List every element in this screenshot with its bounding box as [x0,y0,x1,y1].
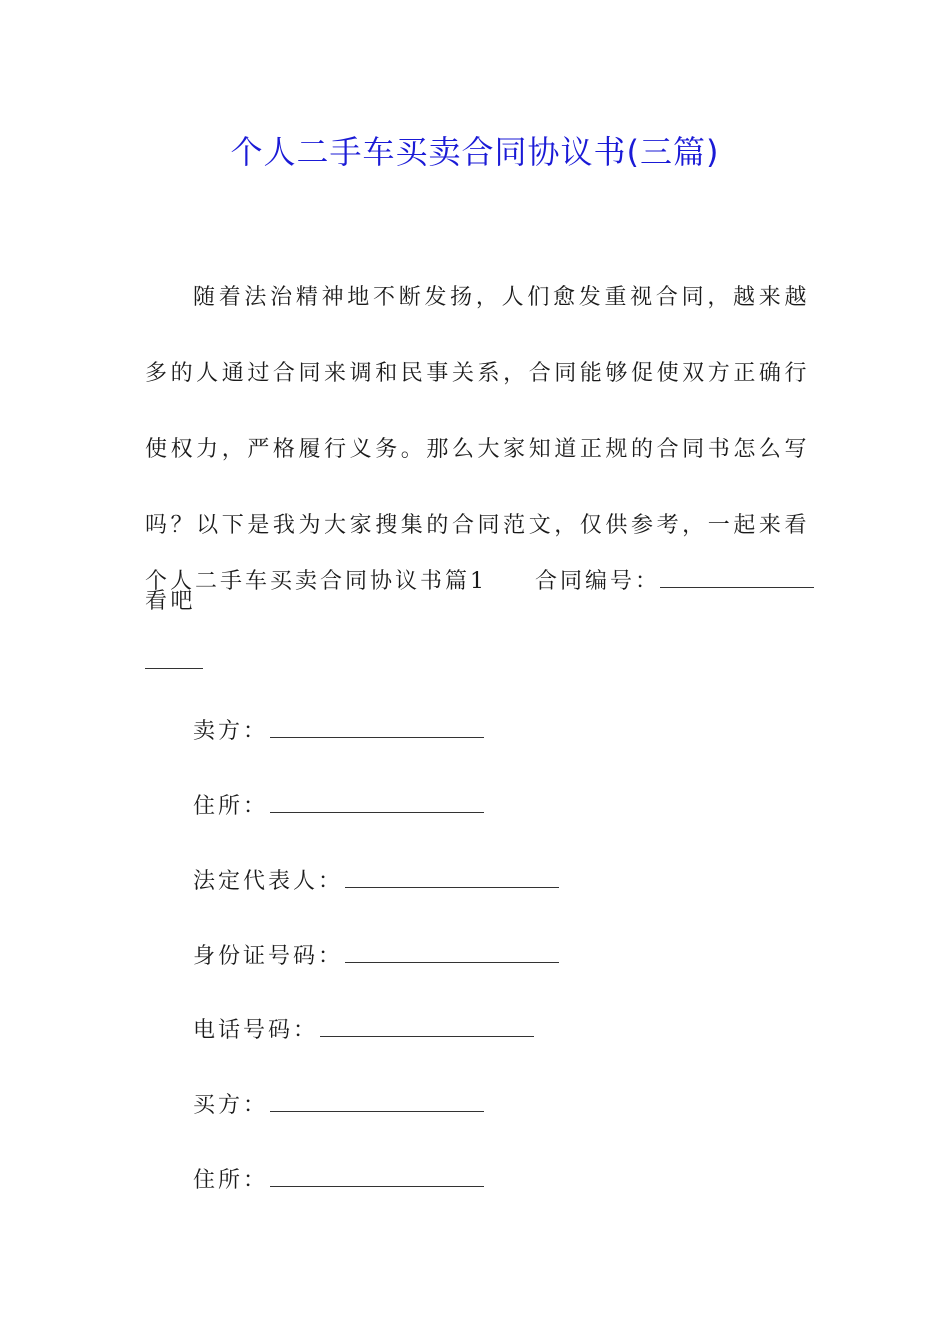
field-label: 住所： [193,1168,269,1193]
fill-in-blank [270,1091,484,1112]
contract-number-label: 合同编号： [535,569,661,594]
fill-in-blank [345,942,559,963]
fill-in-blank [345,867,559,888]
field-label: 法定代表人： [193,869,344,894]
buyer-address-field [193,1161,484,1201]
fill-in-blank [270,717,484,738]
field-label: 买方： [193,1093,269,1118]
seller-address-field [193,787,484,827]
section-heading-line [145,562,814,602]
field-label: 住所： [193,794,269,819]
fill-in-blank [270,1166,484,1187]
phone-number-field [193,1011,534,1051]
fill-in-blank [270,792,484,813]
id-number-field [193,937,559,977]
fill-in-blank [320,1016,534,1037]
section-heading: 个人二手车买卖合同协议书篇1 [145,569,487,594]
document-title: 个人二手车买卖合同协议书(三篇) [230,133,720,171]
field-label: 身份证号码： [193,944,344,969]
field-label: 电话号码： [193,1018,319,1043]
legal-representative-field [193,862,559,902]
seller-field [193,712,484,752]
field-label: 卖方： [193,719,269,744]
contract-number-blank [660,567,814,588]
buyer-field [193,1086,484,1126]
intro-paragraph: 随着法治精神地不断发扬，人们愈发重视合同，越来越多的人通过合同来调和民事关系，合同能够促使双方正确行使权力，严格履行义务。那么大家知道正规的合同书怎么写吗？以下是我为大家搜集的合同范文，仅供参考，一起来看看吧 [145,285,810,614]
contract-number-blank-continued [145,668,203,669]
